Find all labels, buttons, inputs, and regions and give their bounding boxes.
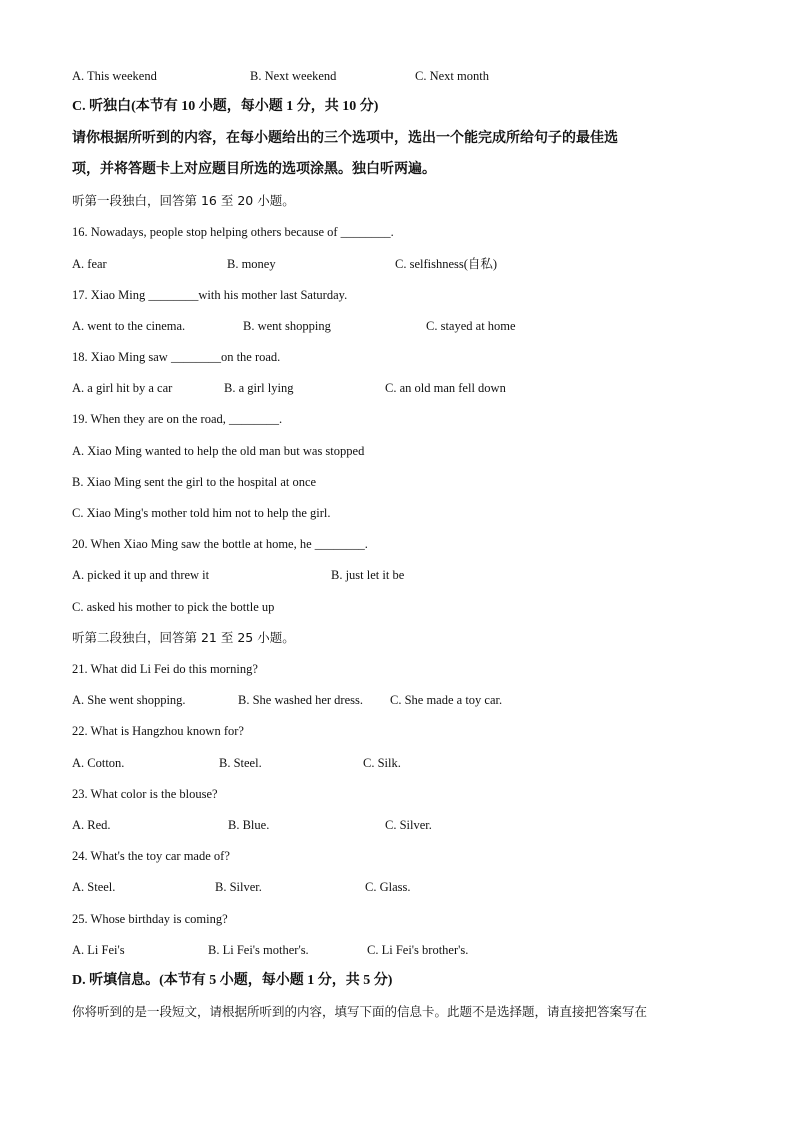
option-c: C. Silver. <box>385 818 432 832</box>
option-b: B. Silver. <box>215 880 262 894</box>
question-22: 22. What is Hangzhou known for? <box>72 724 244 738</box>
option-c: C. an old man fell down <box>385 381 506 395</box>
option-b: B. Blue. <box>228 818 270 832</box>
option-b: B. went shopping <box>243 319 331 333</box>
option-b: B. Li Fei's mother's. <box>208 943 309 957</box>
option-b: B. a girl lying <box>224 381 294 395</box>
question-18: 18. Xiao Ming saw ________on the road. <box>72 350 281 364</box>
option-a: A. Steel. <box>72 880 116 894</box>
section-c-instruction-2: 项，并将答题卡上对应题目所选的选项涂黑。独白听两遍。 <box>72 162 436 177</box>
option-b: B. She washed her dress. <box>238 693 363 707</box>
question-21: 21. What did Li Fei do this morning? <box>72 662 258 676</box>
section-c-title: C. 听独白(本节有 10 小题，每小题 1 分，共 10 分) <box>72 99 379 114</box>
part2-intro: 听第二段独白，回答第 21 至 25 小题。 <box>72 630 295 645</box>
option-b: B. Next weekend <box>250 69 337 83</box>
option-a: A. Cotton. <box>72 756 125 770</box>
q19-option-b: B. Xiao Ming sent the girl to the hospital at once <box>72 475 317 489</box>
option-a: A. She went shopping. <box>72 693 186 707</box>
question-19: 19. When they are on the road, ________. <box>72 412 283 426</box>
section-d-title: D. 听填信息。(本节有 5 小题，每小题 1 分，共 5 分) <box>72 973 393 988</box>
option-b: B. just let it be <box>331 568 405 582</box>
option-b: B. Steel. <box>219 756 262 770</box>
option-a: A. a girl hit by a car <box>72 381 173 395</box>
option-c: C. Glass. <box>365 880 411 894</box>
question-20: 20. When Xiao Ming saw the bottle at home, he ________. <box>72 537 368 551</box>
option-b: B. money <box>227 257 276 271</box>
option-c: C. Li Fei's brother's. <box>367 943 469 957</box>
option-c: C. Silk. <box>363 756 401 770</box>
section-d-instruction: 你将听到的是一段短文，请根据所听到的内容，填写下面的信息卡。此题不是选择题，请直接把答案写在 <box>72 1004 648 1019</box>
q19-option-c: C. Xiao Ming's mother told him not to help the girl. <box>72 506 331 520</box>
option-a: A. This weekend <box>72 69 157 83</box>
option-c: C. Next month <box>415 69 489 83</box>
option-a: A. fear <box>72 257 107 271</box>
question-16: 16. Nowadays, people stop helping others because of ________. <box>72 225 394 239</box>
option-c: C. selfishness(自私) <box>395 257 498 271</box>
option-a: A. went to the cinema. <box>72 319 186 333</box>
part1-intro: 听第一段独白，回答第 16 至 20 小题。 <box>72 193 295 208</box>
q20-option-c: C. asked his mother to pick the bottle up <box>72 600 275 614</box>
q19-option-a: A. Xiao Ming wanted to help the old man but was stopped <box>72 444 365 458</box>
option-a: A. Li Fei's <box>72 943 125 957</box>
question-17: 17. Xiao Ming ________with his mother last Saturday. <box>72 288 348 302</box>
option-c: C. She made a toy car. <box>390 693 503 707</box>
question-23: 23. What color is the blouse? <box>72 787 218 801</box>
option-c: C. stayed at home <box>426 319 516 333</box>
section-c-instruction-1: 请你根据所听到的内容，在每小题给出的三个选项中，选出一个能完成所给句子的最佳选 <box>72 131 618 146</box>
option-a: A. Red. <box>72 818 111 832</box>
option-a: A. picked it up and threw it <box>72 568 210 582</box>
question-25: 25. Whose birthday is coming? <box>72 912 228 926</box>
question-24: 24. What's the toy car made of? <box>72 849 230 863</box>
